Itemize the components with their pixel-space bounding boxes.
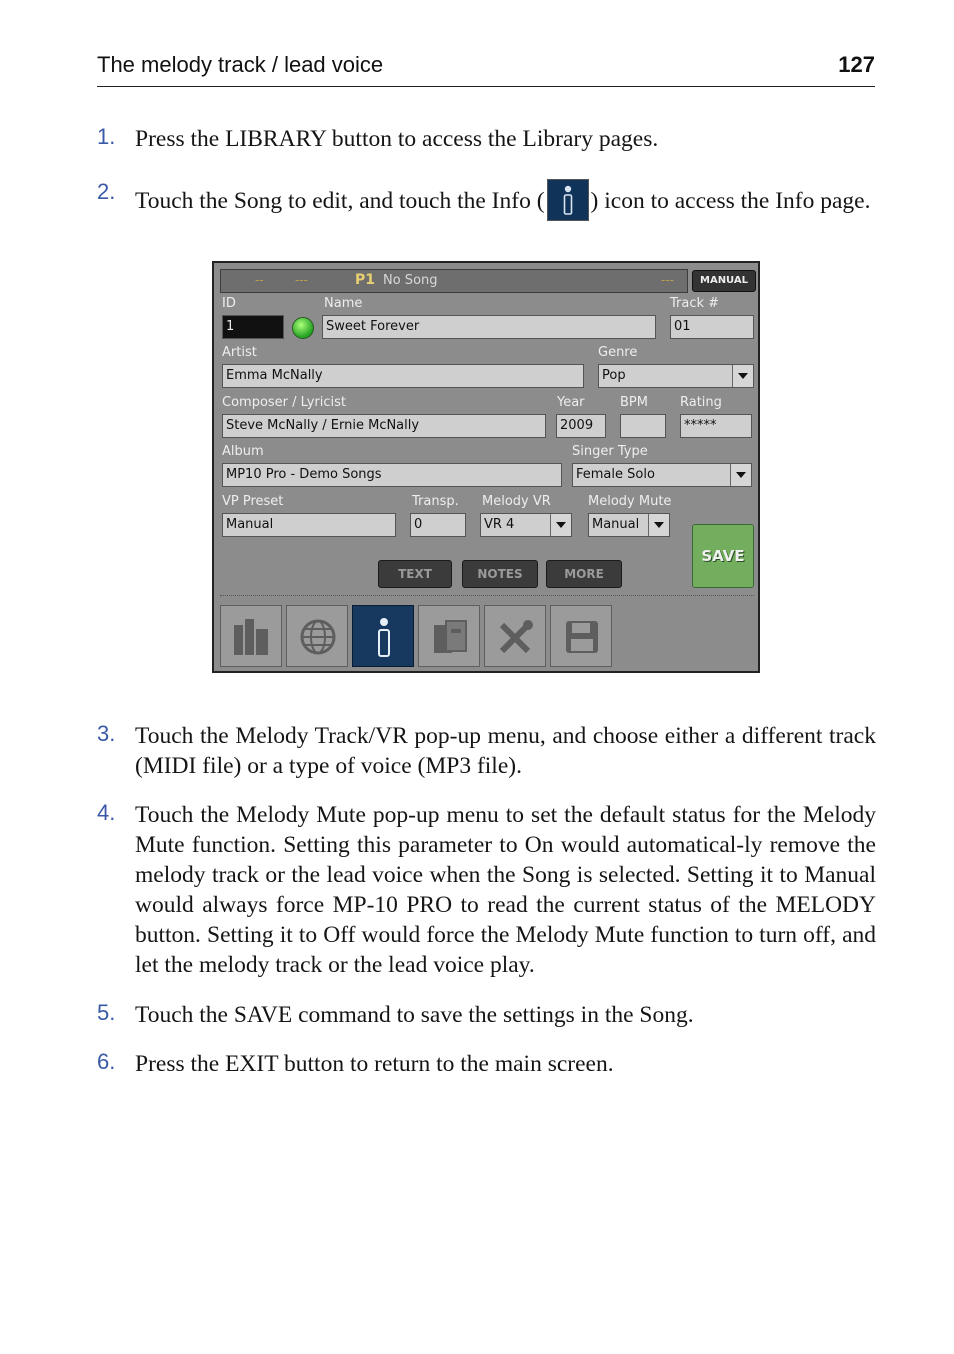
bpm-label: BPM: [620, 395, 648, 410]
id-field[interactable]: 1: [222, 315, 284, 339]
genre-label: Genre: [598, 345, 638, 360]
name-label: Name: [324, 296, 363, 311]
step-number: 2.: [97, 179, 116, 204]
divider: [220, 595, 754, 596]
genre-select[interactable]: [598, 364, 754, 388]
melody-mute-select[interactable]: [588, 513, 670, 537]
artist-label: Artist: [222, 345, 257, 360]
vp-preset-label: VP Preset: [222, 494, 284, 509]
tools-icon: [494, 615, 538, 659]
step-number: 5.: [97, 1000, 116, 1025]
more-button[interactable]: MORE: [546, 560, 622, 588]
year-label: Year: [557, 395, 585, 410]
tab-tools[interactable]: [484, 605, 546, 667]
tab-info[interactable]: [352, 605, 414, 667]
song-info-screen: [212, 261, 760, 673]
step-text: Touch the Melody Track/VR pop-up menu, and choose either a different track (MIDI file) or a type of voice (MP3 file).: [135, 723, 876, 779]
composer-field[interactable]: Steve McNally / Ernie McNally: [222, 414, 546, 438]
step-number: 1.: [97, 124, 116, 149]
tab-save[interactable]: [550, 605, 612, 667]
step-number: 3.: [97, 721, 116, 746]
singer-type-select[interactable]: [572, 463, 752, 487]
singer-type-label: Singer Type: [572, 444, 648, 459]
year-field[interactable]: 2009: [556, 414, 606, 438]
chevron-down-icon[interactable]: [550, 514, 571, 536]
chevron-down-icon[interactable]: [648, 514, 669, 536]
page-header: [97, 50, 875, 87]
melody-vr-value: VR 4: [484, 517, 515, 532]
step-5: [97, 1000, 876, 1030]
composer-label: Composer / Lyricist: [222, 395, 346, 410]
album-field[interactable]: MP10 Pro - Demo Songs: [222, 463, 562, 487]
step-1: [97, 124, 876, 154]
step-text: Touch the Melody Mute pop-up menu to set the default status for the Melody Mute function. Setting this parameter to On would automatical-ly remove the melody track or the lead voice when the Song is selected. Setting it to Manual would always force MP-10 PRO to read the current status of the MELODY button. Setting it to Off would force the Melody Mute function to turn off, and let the melody track or the lead voice play.: [135, 802, 876, 978]
notes-button[interactable]: NOTES: [462, 560, 538, 588]
track-label: Track #: [670, 296, 720, 311]
bpm-field[interactable]: [620, 414, 666, 438]
rating-label: Rating: [680, 395, 722, 410]
current-song: No Song: [383, 273, 438, 288]
tab-globe[interactable]: [286, 605, 348, 667]
info-icon: [547, 179, 589, 221]
track-field[interactable]: 01: [670, 315, 754, 339]
name-field[interactable]: Sweet Forever: [322, 315, 656, 339]
chevron-down-icon[interactable]: [730, 464, 751, 486]
artist-field[interactable]: Emma McNally: [222, 364, 584, 388]
tab-files[interactable]: [418, 605, 480, 667]
vp-preset-field[interactable]: Manual: [222, 513, 396, 537]
melody-mute-value: Manual: [592, 517, 640, 532]
status-dash: ---: [661, 273, 674, 287]
transp-label: Transp.: [412, 494, 459, 509]
slot-label: P1: [355, 272, 376, 288]
chevron-down-icon[interactable]: [732, 365, 753, 387]
header-title: The melody track / lead voice: [97, 52, 384, 77]
text-button[interactable]: TEXT: [378, 560, 452, 588]
step-number: 4.: [97, 800, 116, 825]
transp-field[interactable]: 0: [410, 513, 466, 537]
album-label: Album: [222, 444, 264, 459]
rating-field[interactable]: *****: [680, 414, 752, 438]
step-text: Press the EXIT button to return to the main screen.: [135, 1051, 614, 1077]
manual-button[interactable]: MANUAL: [692, 270, 756, 292]
melody-mute-label: Melody Mute: [588, 494, 672, 509]
info-icon: [362, 615, 406, 659]
melody-vr-select[interactable]: [480, 513, 572, 537]
step-text: Press the LIBRARY button to access the Library pages.: [135, 126, 659, 152]
tab-library[interactable]: [220, 605, 282, 667]
step-3: [97, 721, 876, 781]
save-button[interactable]: SAVE: [692, 524, 754, 588]
song-status-bar: [220, 269, 688, 293]
floppy-icon: [560, 615, 604, 659]
step-text: Touch the SAVE command to save the settings in the Song.: [135, 1002, 694, 1028]
step-text: [135, 179, 876, 221]
genre-value: Pop: [602, 368, 626, 383]
step-text-before: Touch the Song to edit, and touch the Info (: [135, 188, 545, 214]
page-number: 127: [838, 52, 875, 77]
step-6: [97, 1049, 876, 1079]
singer-type-value: Female Solo: [576, 467, 655, 482]
files-icon: [428, 615, 472, 659]
step-number: 6.: [97, 1049, 116, 1074]
globe-icon: [296, 615, 340, 659]
status-dash: ---: [295, 273, 308, 287]
library-icon: [230, 615, 274, 659]
status-dash: --: [255, 273, 264, 287]
step-4: [97, 800, 876, 980]
step-2: [97, 179, 876, 221]
melody-vr-label: Melody VR: [482, 494, 551, 509]
status-led: [292, 317, 314, 339]
step-text-after: ) icon to access the Info page.: [590, 188, 871, 214]
id-label: ID: [222, 296, 236, 311]
